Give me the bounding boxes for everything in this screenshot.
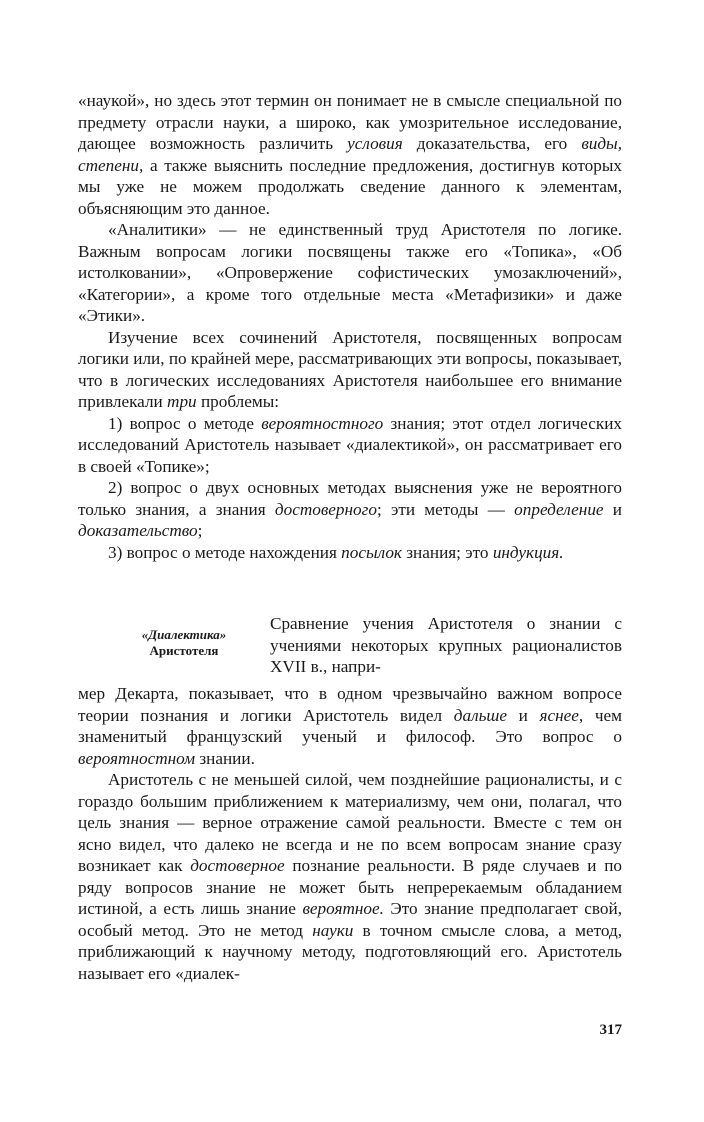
emphasis: индукция. [492,542,564,562]
section-heading [96,627,272,659]
text-run: а также выяснить последние предложения, достигнув которых мы уже не можем продолжать сведение данного к элементам, объясняющим это данное. [78,155,622,218]
text-run: и [507,705,540,725]
paragraph-2: «Аналитики» — не единственный труд Аристотеля по логике. Важным вопросам логики посвящены также его «Топика», «Об истолковании», «Опровержение софистических умозаключений», «Категории», а кроме того отдельные места «Метафизики» и даже «Этики». [78,220,622,325]
paragraph-7-start: Сравнение учения Аристотеля о знании с учениями некоторых крупных рационалистов XVII в., напри- [270,614,622,676]
section-heading-line: Аристотеля [149,643,219,658]
text-run: 2) вопрос о двух основных методах выяснения уже не вероятного только знания, а знания [78,478,622,519]
emphasis: три [167,392,197,411]
text-run: проблемы: [196,392,280,411]
text-run: знания; это [401,542,493,562]
list-item-2 [78,477,622,542]
section-heading-line: «Диалектика» [141,627,227,642]
text-run: Аристотель с не меньшей силой, чем позднейшие рационалисты, и с гораздо большим приближением к материализму, чем они, полагал, что цель знания — верное отражение самой реальности. Вместе с тем он ясно видел, что далеко не всегда и не по всем вопросам знание сразу возникает как [78,770,622,875]
paragraph-1 [78,90,622,219]
emphasis: виды, степени, [78,134,622,175]
text-run: Это знание предполагает свой, особый метод. Это не метод [78,899,623,940]
paragraph-3 [78,327,622,413]
emphasis: условия [347,134,403,153]
emphasis: яснее [539,705,579,725]
emphasis: науки [312,920,354,940]
emphasis: посылок [341,542,402,562]
text-run: «наукой», но здесь этот термин он понимает не в смысле специальной по предмету отрасли науки, а широко, как умозрительное исследование, дающее возможность различить [78,91,622,153]
text-run: познание реальности. В ряде случаев и по ряду вопросов знание не может быть непререкаемым обладанием истиной, а есть лишь знание [78,856,622,918]
text-run: знании. [195,748,255,768]
text-run: Изучение всех сочинений Аристотеля, посвященных вопросам логики или, по крайней мере, рассматривающих эти вопросы, показывает, что в логических исследованиях Аристотеля наибольшее его внимание привлекали [78,327,623,411]
text-run: 3) вопрос о методе нахождения [108,542,342,562]
text-run: ; [197,521,203,540]
body-text-upper [78,90,622,563]
page-number: 317 [599,1022,622,1038]
text-run: 1) вопрос о методе [108,413,262,433]
paragraph-7-continued [78,683,622,769]
body-text-lower [78,683,622,984]
text-run: знания; этот отдел логических исследований Аристотель называет «диалектикой», он рассматривает его в своей «Топике»; [78,413,622,476]
emphasis: вероятное. [302,899,384,918]
paragraph-8 [78,769,622,984]
emphasis: вероятностном [78,748,196,768]
text-run: , чем знаменитый французский ученый и философ. Это вопрос о [78,705,622,746]
list-item-3 [78,542,622,564]
emphasis: определение [514,499,604,519]
text-run: ; эти методы — [376,499,515,519]
emphasis: достоверное [190,856,285,875]
text-run: и [603,499,623,519]
emphasis: достоверного [274,499,377,519]
list-item-1 [78,413,622,478]
emphasis: вероятностного [261,413,384,433]
emphasis: доказательство [78,521,198,540]
text-run: доказательства, его [402,134,582,153]
text-run: в точном смысле слова, а метод, приближающий к научному методу, подготовляющий его. Аристотель называет его «диалек- [78,920,622,983]
text-run: мер Декарта, показывает, что в одном чрезвычайно важном вопросе теории познания и логики Аристотель видел [78,684,622,725]
emphasis: дальше [453,705,507,725]
section-with-margin-heading [78,613,622,683]
